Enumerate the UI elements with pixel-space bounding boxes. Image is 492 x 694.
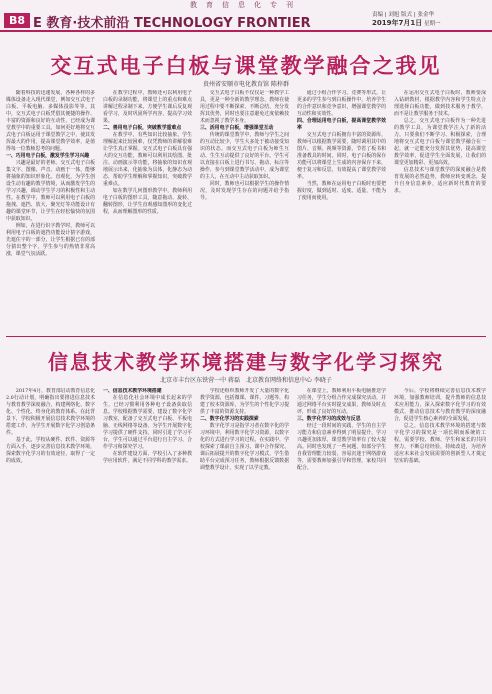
section-divider: [6, 336, 486, 337]
body-paragraph: 在软件建设方面，学校引入了多种教学应用软件，满足不同学科的教学需求。: [103, 451, 192, 464]
section-subheading: 二、数字化学习的实践探索: [200, 416, 259, 422]
editor-credit: 责编 | 刘旭 版式 | 张金华: [372, 12, 434, 18]
body-paragraph: 学校还组织教师开发了大量的数字化教学资源，包括微课、课件、习题等，构建了校本资源库，为学生的个性化学习提供了丰富的资源支持。: [200, 388, 289, 415]
article1-column-3: [200, 90, 289, 329]
article2-column-2: [103, 388, 192, 688]
body-paragraph: 交互式电子白板拥有丰富的资源库，教师可以根据教学需要，随时调用其中的图片、音频、视频等资源，节省了板书和准备教具的时间。同时，电子白板的保存功能可以将课堂上生成的内容保存下来，便于复习和反思，有效提高了课堂教学效率。: [297, 132, 386, 180]
article1-column-1: [6, 90, 95, 329]
body-paragraph: 随着科技的迅速发展，各种各样的多媒体设备走入现代课堂，例如交互式电子白板、平板电脑、多媒体投影等等。其中，交互式电子白板凭借其便捷的操作、丰富的资源和良好的互动性，已经成为课堂教学中的重要工具。如何更好地将交互式电子白板运用于课堂教学之中，使其发挥最大的作用，提高课堂教学效率，是值得每一位教师思考的问题。: [6, 90, 95, 152]
section-subheading: 二、善用电子白板，突破教学重难点: [103, 125, 182, 131]
issue-date: 2019年7月1日: [372, 19, 423, 27]
body-paragraph: 在信息化社会环境中成长起来的学生，已经习惯利用各种电子设备获取信息。学校根据教学需要，建设了数字化学习教室，配备了交互式电子白板、平板电脑、无线网络等设备，为学生开展数字化学习提供了硬件支持。同时引进了学习平台，学生可以通过平台进行自主学习、合作学习和探究学习。: [103, 395, 192, 450]
article2-column-5: [394, 388, 486, 688]
body-paragraph: 在教学中，有些知识比较抽象，学生理解起来比较困难，仅凭教师的讲解很难让学生真正掌握。交互式电子白板具有强大的交互功能，教师可以利用其绘图、批注、动画演示等功能，将抽象的知识直观地展示出来，化抽象为具体，化静态为动态，帮助学生理解和掌握知识，突破教学重难点。: [103, 132, 192, 187]
page-number: B8: [4, 13, 30, 28]
article1-title: 交互式电子白板与课堂教学融合之我见: [50, 54, 442, 78]
section-subheading: 三、活用电子白板，增强课堂互动: [200, 125, 274, 131]
header-meta: [372, 11, 441, 28]
body-paragraph: 经过一段时间的实践，学生的自主学习能力和信息素养得到了明显提升，学习兴趣更加浓厚，课堂教学效率有了较大提高。同时也发现了一些问题，如部分学生自我管理能力较弱，容易沉迷于网络游戏等，需要教师加强引导和管理，家校共同配合。: [297, 423, 386, 471]
section-subheading: 一、信息技术教学环境搭建: [103, 388, 162, 394]
issue-weekday: 星期一: [423, 21, 441, 27]
body-paragraph: 基于此，学校从硬件、软件、资源等方面入手，逐步完善信息技术教学环境，探索数字化学习的有效途径，取得了一定的成效。: [6, 437, 95, 464]
body-paragraph: 2017年4月，教育部启动教育信息化2.0行动计划，明确指出要推进信息技术与教育教学深度融合，构建网络化、数字化、个性化、终身化的教育体系。在此背景下，学校积极开展信息技术教学环境的搭建工作，为学生开展数字化学习创造条件。: [6, 388, 95, 436]
body-paragraph: 同时，教师也可以根据学生的操作情况，及时发现学生存在的问题并给予指导。: [200, 181, 289, 201]
article2-byline: 北京市丰台区东铁营一中 蒋磊 北京教育网络和信息中心 李晓子: [160, 377, 332, 384]
article2-column-4: [297, 388, 386, 688]
section-subheading: 一、巧用电子白板，激发学生学习兴趣: [6, 153, 90, 159]
body-paragraph: 如在数学几何图形教学中，教师利用电子白板的图形工具，随意拖动、旋转、翻转图形，让学生直观感知图形的变化过程，从而理解图形的性质。: [103, 188, 192, 215]
article1-column-4: [297, 90, 386, 329]
body-paragraph: 在教学过程中，教师还可以利用电子白板的录制功能，将课堂上的重点和难点讲解过程录制下来，方便学生课后反复观看学习，及时巩固所学内容，提高学习效果。: [103, 90, 192, 124]
article1-column-5: [394, 90, 486, 329]
body-paragraph: 兴趣是最好的老师。交互式电子白板集文字、图像、声音、动画于一体，能够将抽象的知识形象化、直观化，为学生创设生动有趣的教学情境，从而激发学生的学习兴趣，调动学生学习的积极性和主动性。在教学中，教师可以利用电子白板的拖拽、遮挡、放大、聚光灯等功能设计有趣的课堂环节，让学生在轻松愉快的氛围中获取知识。: [6, 160, 95, 222]
article1-column-2: [103, 90, 192, 329]
body-paragraph: 在课堂上，教师利用平板电脑推送学习任务，学生分组合作完成探究活动，并通过网络平台实时提交成果，教师及时点评，形成了良好的互动。: [297, 388, 386, 415]
article2-column-3: [200, 388, 289, 688]
body-paragraph: 当然，教师在运用电子白板时也要把握好度，做到适时、适度、适量，不能为了使用而使用。: [297, 181, 386, 201]
issue-date-line: [372, 19, 441, 28]
article1-byline: 贵州省安顺市电化教育馆 陈梓群: [203, 81, 289, 88]
article2-title: 信息技术教学环境搭建与数字化学习探究: [48, 350, 444, 374]
supplement-banner: 教育信息化专刊: [190, 1, 302, 9]
body-paragraph: 信息技术与课堂教学的深度融合是教育发展的必然趋势，教师应转变观念，提升自身信息素养，适应新时代教育的要求。: [394, 167, 486, 194]
body-paragraph: 交互式电子白板不仅仅是一种教学工具，更是一种全新的教学理念，教师在使用过程中要不断探索、不断总结，充分发挥其优势，同时也要注意避免过度依赖技术而忽视了教学本身。: [200, 90, 289, 124]
body-paragraph: 通过小组合作学习、竞赛等形式，让更多的学生参与到白板操作中，培养学生的合作意识和竞争意识，增强课堂教学的互动性和实效性。: [297, 90, 386, 117]
section-subheading: 四、合理运用电子白板，提高课堂教学效率: [297, 118, 386, 131]
article2-column-1: [6, 388, 95, 688]
section-subheading: 三、数字化学习的成效与反思: [297, 416, 361, 422]
body-paragraph: 例如，在进行识字教学时，教师可以利用电子白板的遮挡功能设计猜字游戏，先遮住字的一部分，让学生根据已有的部分猜出整个字，学生参与的热情非常高涨，课堂气氛活跃。: [6, 223, 95, 257]
body-paragraph: 数字化学习是指学习者在数字化的学习环境中，利用数字化学习资源，以数字化的方式进行学习的过程。在实践中，学校探索了课前自主预习、课中合作探究、课后拓展提升的数字化学习模式，学生借助平台完成预习任务，教师根据反馈数据调整教学设计，实现了以学定教。: [200, 423, 289, 471]
body-paragraph: 传统的课堂教学中，教师与学生之间的互动比较少，学生大多处于被动接受知识的状态。而交互式电子白板为师生互动、生生互动提供了良好的平台。学生可以直接在白板上进行书写、拖动、标注等操作，参与到课堂教学活动中，成为课堂的主人，在互动中主动获取知识。: [200, 132, 289, 180]
body-paragraph: 总之，信息技术教学环境的搭建与数字化学习的探究是一项长期而系统的工程，需要学校、教师、学生和家长的共同努力，不断总结经验，持续改进，为培养适应未来社会发展需要的创新型人才奠定坚实的基础。: [394, 423, 486, 464]
channel-title: E 教育·技术前沿 TECHNOLOGY FRONTIER: [33, 16, 311, 31]
body-paragraph: 今后，学校将继续完善信息技术教学环境，加强教师培训，提升教师的信息技术应用能力，深入探索数字化学习的有效模式，推动信息技术与教育教学的深度融合，促进学生核心素养的全面发展。: [394, 388, 486, 422]
body-paragraph: 总之，交互式电子白板作为一种先进的教学工具，为课堂教学注入了新的活力。只要我们不断学习、积极探索，合理地将交互式电子白板与课堂教学融合在一起，就一定能充分发挥其优势，提高课堂教学效率，促进学生全面发展，让我们的课堂更加精彩、更加高效。: [394, 118, 486, 166]
body-paragraph: 在运用交互式电子白板时，教师要深入钻研教材，根据教学内容和学生特点合理选择白板功能，做到技术服务于教学，而不是让教学服务于技术。: [394, 90, 486, 117]
